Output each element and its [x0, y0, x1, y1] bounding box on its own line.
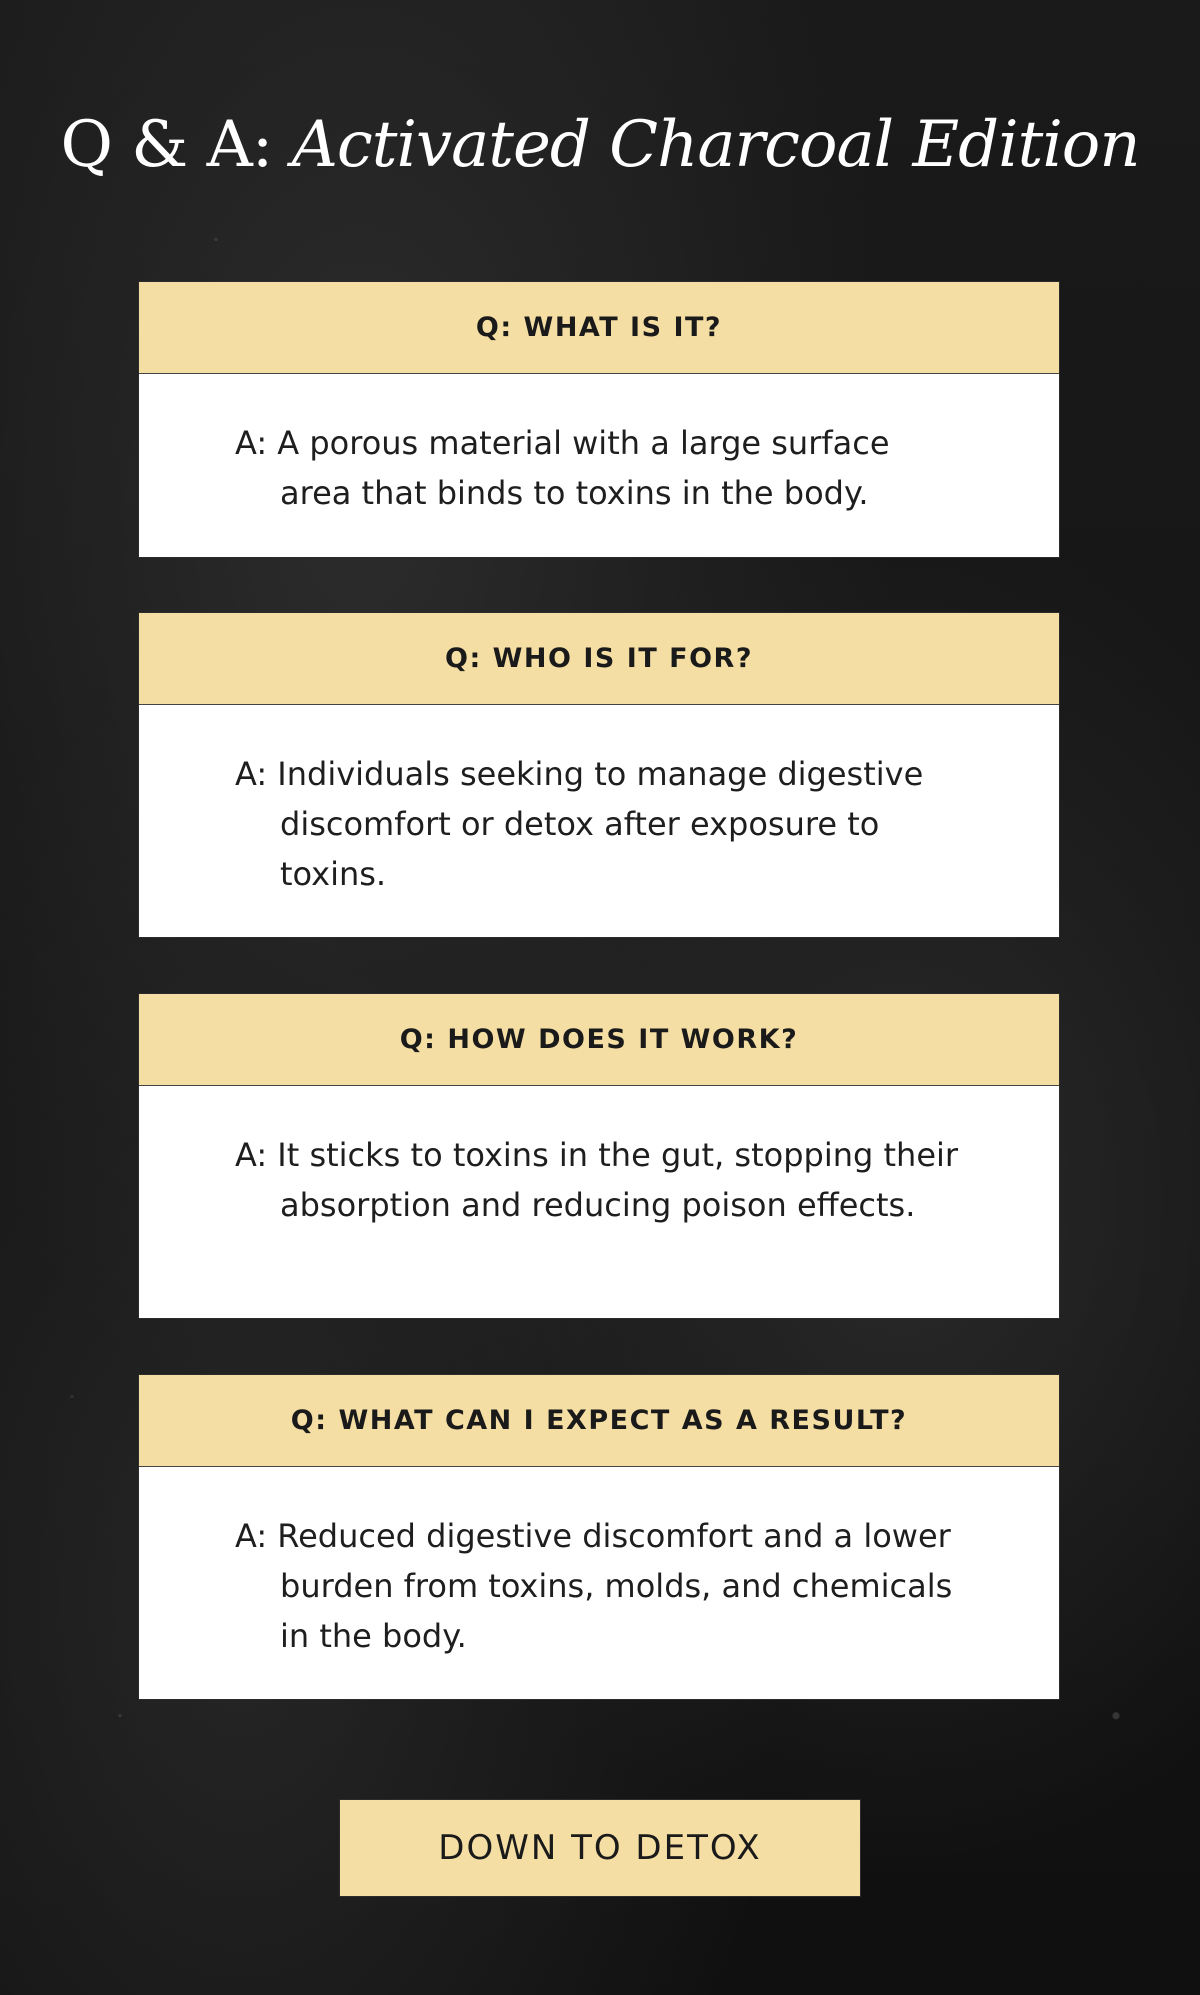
question-header [139, 613, 1059, 705]
title-prefix: Q & A: [60, 108, 292, 182]
qa-card-what-is-it [138, 281, 1060, 558]
question-header [139, 994, 1059, 1086]
answer-text: A: Individuals seeking to manage digestive discomfort or detox after exposure to toxins. [235, 755, 924, 893]
question-text: Q: WHAT CAN I EXPECT AS A RESULT? [290, 1405, 908, 1436]
down-to-detox-button[interactable] [339, 1799, 861, 1897]
qa-card-who-is-it-for [138, 612, 1060, 938]
qa-card-how-does-it-work [138, 993, 1060, 1319]
question-header [139, 282, 1059, 374]
answer-body [139, 1467, 1059, 1661]
answer-text: A: A porous material with a large surface area that binds to toxins in the body. [235, 424, 890, 512]
question-header [139, 1375, 1059, 1467]
answer-text: A: It sticks to toxins in the gut, stopping their absorption and reducing poison effects. [235, 1136, 959, 1224]
answer-body [139, 374, 1059, 518]
question-text: Q: WHAT IS IT? [475, 312, 723, 343]
answer-body [139, 1086, 1059, 1230]
cta-label: DOWN TO DETOX [438, 1828, 762, 1868]
page-title [0, 105, 1200, 185]
title-emphasis: Activated Charcoal Edition [291, 108, 1140, 182]
question-text: Q: HOW DOES IT WORK? [399, 1024, 799, 1055]
qa-card-expected-result [138, 1374, 1060, 1700]
answer-text: A: Reduced digestive discomfort and a lower burden from toxins, molds, and chemicals in the body. [235, 1517, 953, 1655]
question-text: Q: WHO IS IT FOR? [445, 643, 753, 674]
answer-body [139, 705, 1059, 899]
